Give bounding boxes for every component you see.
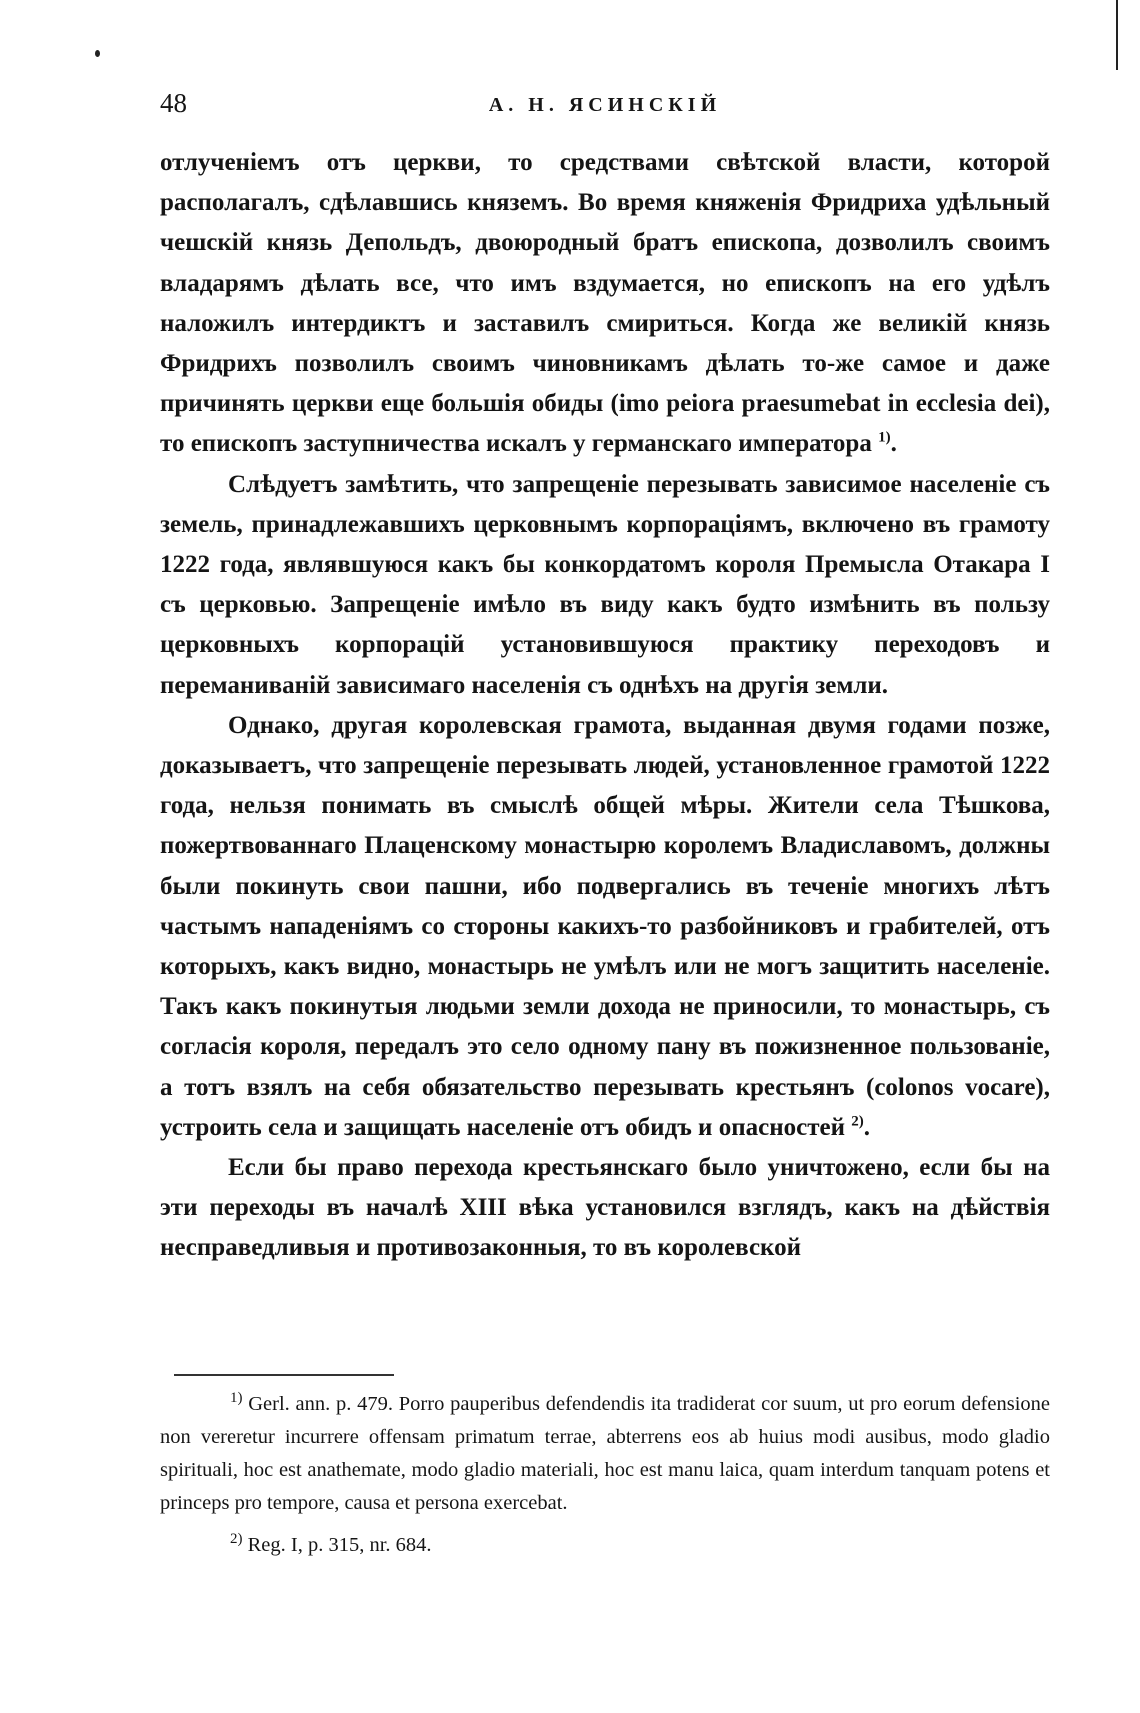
main-text: [160, 143, 1050, 1269]
footnotes: [160, 1388, 1050, 1562]
footnote-ref-1: 1): [878, 430, 891, 447]
footnote-2: [160, 1529, 1050, 1562]
footnote-2-text: Reg. I, p. 315, nr. 684.: [242, 1534, 432, 1556]
footnote-ref-2: 2): [851, 1113, 864, 1130]
paragraph-4: Если бы право перехода крестьянскаго было уничтожено, если бы на эти переходы въ началѣ XIII вѣка установился взглядъ, какъ на дѣйствія несправедливыя и противозаконныя, то въ королевской: [160, 1154, 1050, 1262]
scan-speck: [95, 50, 100, 57]
footnote-divider: [174, 1374, 394, 1376]
page-header: [160, 88, 1050, 122]
running-head: А. Н. ЯСИНСКІЙ: [488, 94, 722, 116]
paragraph-3-text: Однако, другая королевская грамота, выданная двумя годами позже, доказываетъ, что запрещеніе перезывать людей, установленное грамотой 1222 года, нельзя понимать въ смыслѣ общей мѣры. Жители села Тѣшкова, пожертвованнаго Плаценскому монастырю королемъ Владиславомъ, должны были покинуть свои пашни, ибо подвергались въ теченіе многихъ лѣтъ частымъ нападеніямъ со стороны какихъ-то разбойниковъ и грабителей, отъ которыхъ, какъ видно, монастырь не умѣлъ или не могъ защитить населеніе. Такъ какъ покинутыя людьми земли дохода не приносили, то монастырь, съ согласія короля, передалъ это село одному пану въ пожизненное пользованіе, а тотъ взялъ на себя обязательство перезывать крестьянъ (colonos vocare), устроить села и защищать населеніе отъ обидъ и опасностей: [160, 711, 1050, 1141]
paragraph-1-text: отлученіемъ отъ церкви, то средствами свѣтской власти, которой располагалъ, сдѣлавшись княземъ. Во время княженія Фридриха удѣльный чешскій князь Депольдъ, двоюродный братъ епископа, дозволилъ своимъ владарямъ дѣлать все, что имъ вздумается, но епископъ на его удѣлъ наложилъ интердиктъ и заставилъ смириться. Когда же великій князь Фридрихъ позволилъ своимъ чиновникамъ дѣлать то-же самое и даже причинять церкви еще большія обиды (imo peiora praesumebat in ecclesia dei), то епископъ заступничества искалъ у германскаго императора: [160, 149, 1050, 458]
paragraph-2: Слѣдуетъ замѣтить, что запрещеніе перезывать зависимое населеніе съ земель, принадлежавшихъ церковнымъ корпораціямъ, включено въ грамоту 1222 года, являвшуюся какъ бы конкордатомъ короля Премысла Отакара I съ церковью. Запрещеніе имѣло въ виду какъ будто измѣнить въ пользу церковныхъ корпорацій установившуюся практику переходовъ и переманиваній зависимаго населенія съ однѣхъ на другія земли.: [160, 470, 1050, 699]
footnote-1: [160, 1388, 1050, 1520]
footnote-2-marker: 2): [230, 1531, 243, 1548]
page-number: 48: [160, 88, 187, 118]
scan-edge-line: [1116, 0, 1118, 70]
paragraph-1: [160, 143, 1050, 465]
paragraph-3-end: .: [863, 1113, 870, 1141]
footnote-1-text: Gerl. ann. p. 479. Porro pauperibus defendendis ita tradiderat cor suum, ut pro eorum defensione non vereretur incurrere offensam primatum terrae, abterrens eos ab huius modi ausibus, modo gladio spirituali, hoc est anathemate, modo gladio materiali, hoc est manu laica, quam interdum tanquam potens et princeps pro tempore, causa et persona exercebat.: [160, 1393, 1050, 1514]
paragraph-3: [160, 706, 1050, 1148]
footnote-1-marker: 1): [230, 1390, 243, 1407]
paragraph-1-end: .: [890, 430, 897, 458]
